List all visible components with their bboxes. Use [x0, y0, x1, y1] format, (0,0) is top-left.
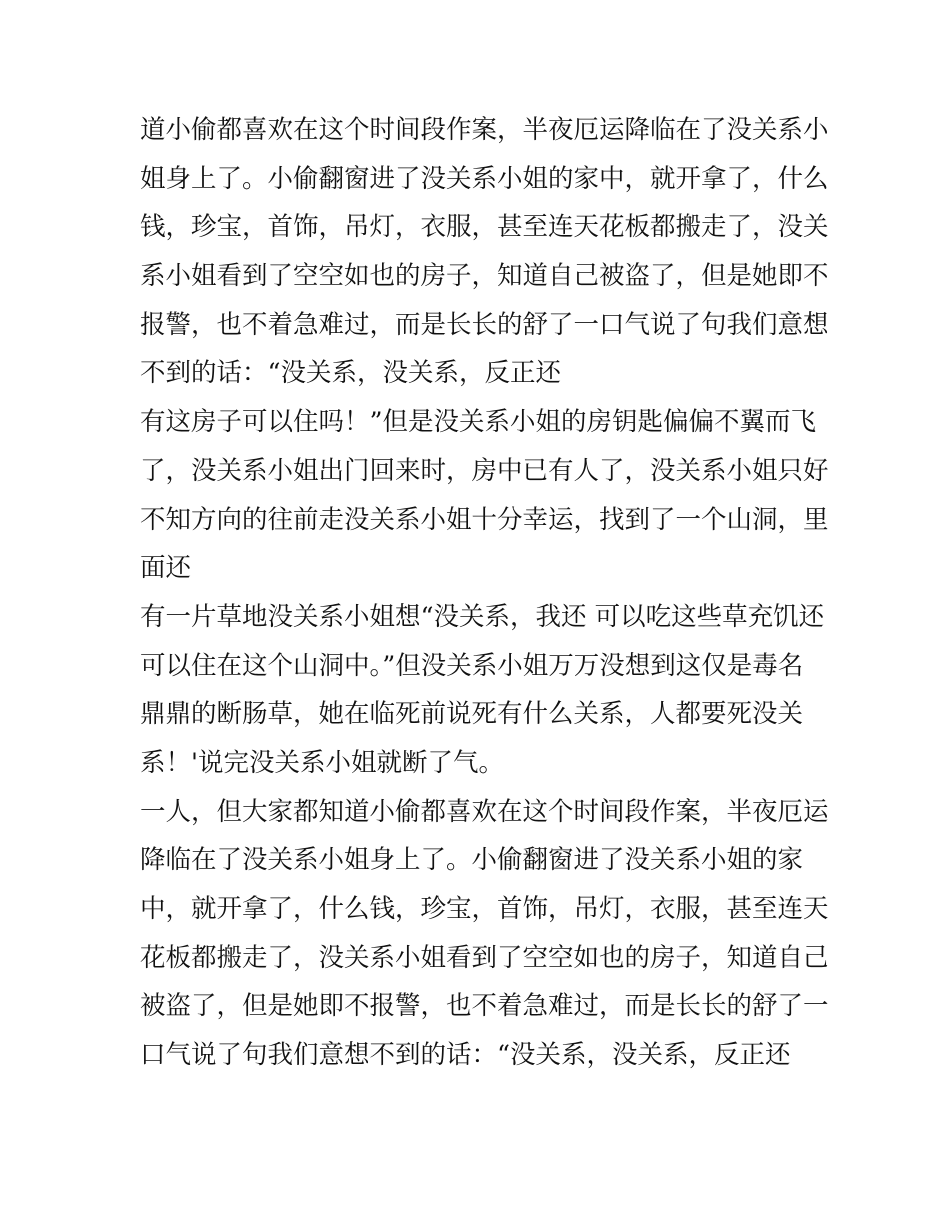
text-line: 不到的话：“没关系，没关系，反正还: [140, 358, 562, 389]
text-line: 道小偷都喜欢在这个时间段作案，半夜厄运降临在了没关系小: [140, 115, 829, 145]
text-line: 不知方向的往前走没关系小姐十分幸运，找到了一个山洞，里: [140, 504, 829, 535]
text-line: 姐身上了。小偷翻窗进了没关系小姐的家中，就开拿了，什么: [140, 163, 829, 194]
text-line: 中，就开拿了，什么钱，珍宝，首饰，吊灯，衣服，甚至连天: [140, 894, 829, 924]
text-line: 系小姐看到了空空如也的房子，知道自己被盗了，但是她即不: [140, 261, 829, 292]
text-line: 有这房子可以住吗！”但是没关系小姐的房钥匙偏偏不翼而飞: [140, 407, 817, 438]
text-line: 面还: [140, 553, 192, 584]
text-line: 被盗了，但是她即不报警，也不着急难过，而是长长的舒了一: [140, 991, 829, 1022]
text-line: 一人，但大家都知道小偷都喜欢在这个时间段作案，半夜厄运: [140, 796, 829, 827]
text-line: 降临在了没关系小姐身上了。小偷翻窗进了没关系小姐的家: [140, 845, 804, 876]
text-line: 钱，珍宝，首饰，吊灯，衣服，甚至连天花板都搬走了，没关: [140, 212, 829, 243]
text-line: 口气说了句我们意想不到的话：“没关系，没关系，反正还: [140, 1040, 791, 1071]
text-line: 有一片草地没关系小姐想“没关系，我还 可以吃这些草充饥还: [140, 601, 825, 632]
text-line: 系！'说完没关系小姐就断了气。: [140, 747, 505, 778]
text-line: 了，没关系小姐出门回来时，房中已有人了，没关系小姐只好: [140, 455, 829, 486]
body-text: [140, 106, 829, 1080]
text-line: 可以住在这个山洞中。”但没关系小姐万万没想到这仅是毒名: [140, 650, 804, 681]
text-line: 鼎鼎的断肠草，她在临死前说死有什么关系，人都要死没关: [140, 699, 804, 730]
text-line: 花板都搬走了，没关系小姐看到了空空如也的房子，知道自己: [140, 942, 829, 973]
text-line: 报警，也不着急难过，而是长长的舒了一口气说了句我们意想: [140, 309, 829, 340]
